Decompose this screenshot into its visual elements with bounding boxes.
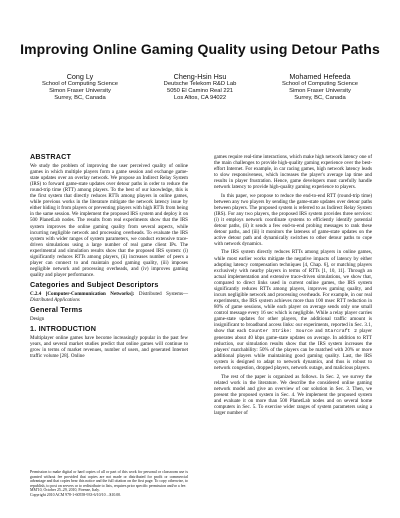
body-text: The IRS system directly reduces RTTs among players in online games, while most earlier works mitigate the negative impacts of latency by either adopting latency compensation techniques [4, Chap. 6], or matching players exclusively with nearby players in terms of RTTs [1, 10, 11]. Through an actual implementation and extensive trace-driven simulations, we show that, compared to direct links used in current online games, the IRS system significantly reduces RTTs among players, improves gaming quality, and incurs negligible network and processing overheads. For example, in our real experiments, the IRS system achieves more than 100 msec RTT reduction in 80% of game sessions, while each player on average sends only one small control message every 16 sec which is negligible. While a relay player carries game-state updates for other players, the additional traffic amount is insignificant to broadband access links: our experiments, reported in Sec. 3.1, show that each: [214, 249, 372, 335]
terms-text: Design: [30, 316, 45, 323]
copyright-footnote: [30, 470, 188, 498]
categories-heading: Categories and Subject Descriptors: [30, 279, 159, 289]
body-paragraph: The rest of the paper is organized as follows. In Sec. 2, we survey the related work in the literature. We describe the considered online gaming network model and give an overview of our solution in Sec. 3. Then, we present the proposed system in Sec. 4. We implement the proposed system and evaluate it on more than 500 PlanetLab nodes and on several home computers in Sec. 5. To exercise wider ranges of system parameters using a larger number of: [214, 373, 372, 417]
introduction-heading: 1. INTRODUCTION: [30, 324, 97, 334]
right-column: [214, 154, 372, 419]
venue-line: MM'10, October 25–29, 2010, Firenze, Italy.: [30, 488, 100, 493]
author-affiliation: 5050 El Camino Real 221: [166, 87, 234, 94]
author-location: Surrey, BC, Canada: [294, 94, 346, 101]
abstract-heading: ABSTRACT: [30, 152, 72, 161]
paper-title: Improving Online Gaming Quality using Detour Paths: [20, 41, 380, 57]
terms-heading: General Terms: [30, 305, 83, 315]
categories-subsubject: Distributed Applications: [30, 297, 80, 304]
body-text: and: [312, 328, 325, 335]
permission-notice: Permission to make digital or hard copies of all or part of this work for personal or classroom use is granted without fee provided that copies are not made or distributed for profit or commercial advantage and that copies bear this notice and the full citation on the first page. To copy otherwise, to republish, to post on servers or to redistribute to lists, requires prior specific permission and/or a fee.: [30, 470, 188, 488]
author-1: [20, 72, 140, 101]
categories-subject: Distributed Systems—: [134, 290, 189, 297]
author-name: Cheng-Hsin Hsu: [173, 72, 227, 81]
author-affiliation: Simon Fraser University: [289, 87, 351, 94]
copyright-line: Copyright 2010 ACM 978-1-60558-933-6/10/10 ...$10.00.: [30, 492, 122, 497]
author-location: Surrey, BC, Canada: [54, 94, 106, 101]
author-location: Los Altos, CA 94022: [173, 94, 227, 101]
game-name: Counter Strike: Source: [248, 329, 313, 335]
body-paragraph: [214, 249, 372, 371]
author-affiliation: Deutsche Telekom R&D Lab: [163, 81, 237, 87]
author-3: [260, 72, 380, 101]
body-paragraph: In this paper, we propose to reduce the end-to-end RTT (round-trip time) between any two players by sending the game-state updates over detour paths between players. The proposed system is referred to as Indirect Relay System (IRS). For any two players, the proposed IRS system provides three services: (i) it employs network coordinate systems to efficiently identify potential detour paths, (ii) it sends a few end-to-end probing messages to rank these detour paths, and (iii) it monitors the lateness of game-state updates on the active detour path and dynamically switches to other detour paths to cope with network dynamics.: [214, 192, 372, 248]
abstract-text: We study the problem of improving the user perceived quality of online games in which multiple players form a game session and exchange game-state updates over an overlay network. We propose an Indirect Relay System (IRS) to forward game-state updates over detour paths in order to reduce the round-trip time (RTT) among players. To the best of our knowledge, this is the first system that directly reduces RTTs among players in online games, while previous works in the literature mitigate the network latency issue by either hiding it from players or preventing players with high RTTs from being in the same session. We implement the proposed IRS system and deploy it on 500 PlanetLab nodes. The results from real experiments show that the IRS system improves the online gaming quality from several aspects, while incurring negligible network and processing overheads. To evaluate the IRS system with wider ranges of system parameters, we conduct extensive trace-driven simulations using a large number of real game client IPs. The experimental and simulation results show that the proposed IRS system: (i) significantly reduces RTTs among players, (ii) increases number of peers a player can connect to and maintain good gaming quality, (iii) imposes negligible network and processing overheads, and (iv) improves gaming quality and player performance.: [30, 163, 188, 278]
game-name: Starcraft 2: [324, 329, 357, 335]
author-name: Mohamed Hefeeda: [289, 72, 351, 81]
introduction-text: Multiplayer online games have become increasingly popular in the past few years, and several market studies predict that online games will continue to grow in terms of market revenues, number of users, and generated Internet traffic volume [28]. Online: [30, 335, 188, 360]
author-affiliation: Simon Fraser University: [49, 87, 111, 94]
author-affiliation: School of Computing Science: [281, 81, 359, 87]
body-paragraph: games require real-time interactions, which make high network latency one of the main challenges to provide high-quality gaming experience over the best-effort Internet. For example, in car racing games, high network latency leads to slow responsiveness, which increases the player's average lap time and results in player frustration. Hence, game developers must carefully handle network latency to provide high-quality gaming experience to players.: [214, 154, 372, 191]
categories-code: C.2.4 [Computer-Communication Networks]:: [30, 290, 135, 297]
left-column: [30, 154, 188, 362]
categories-text: [30, 291, 188, 303]
author-affiliation: School of Computing Science: [41, 81, 119, 87]
author-2: [140, 72, 260, 101]
author-name: Cong Ly: [66, 72, 94, 81]
author-block: [20, 72, 380, 101]
body-text: player generates about 40 kbps game-state updates on average. In addition to RTT reduction, our simulation results show that the IRS system increases the players' matchability: 50% of the players can be matched with 20% or more additional players while maintaining good gaming quality. Last, the IRS system is designed to adapt to network dynamics, and thus is robust to network congestion, dropped players, network outage, and malicious players.: [214, 328, 372, 372]
